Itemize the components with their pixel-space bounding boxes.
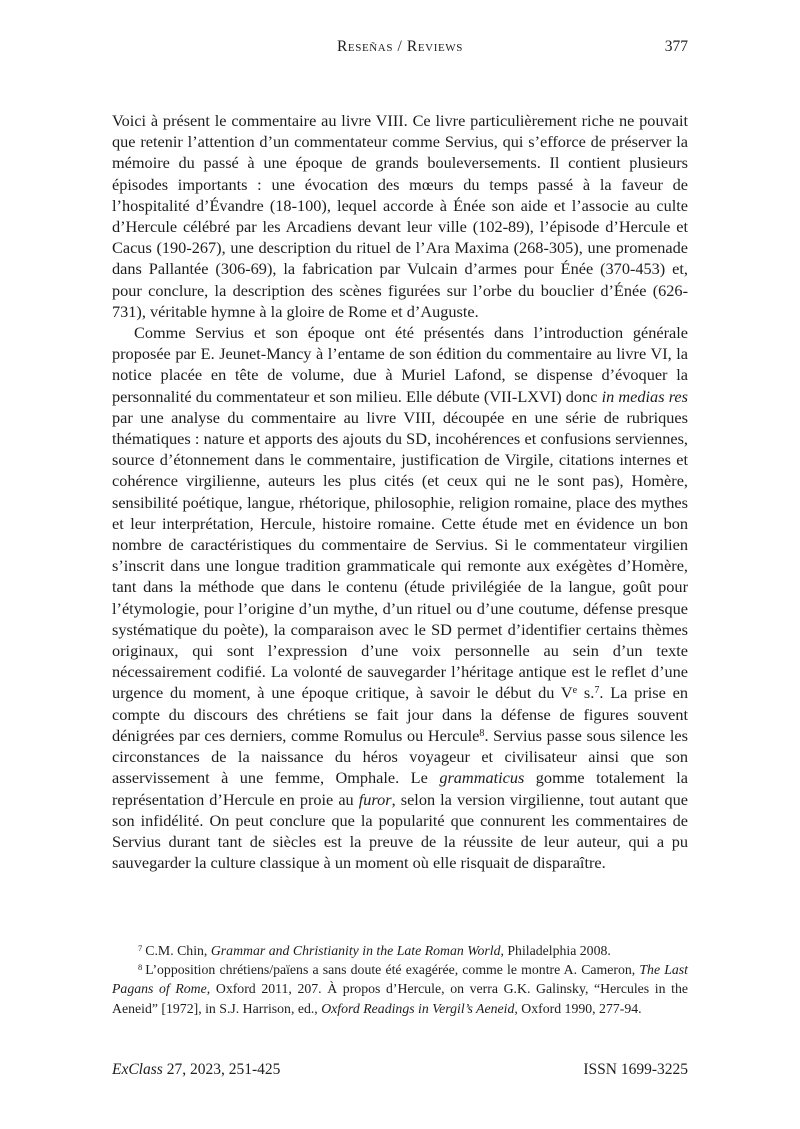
footnote-8: $^8$ L’opposition chrétiens/païens a sans doute été exagérée, comme le montre A. Cameron, The Last Pagans of Rome, Oxford 2011, 207. À propos d’Hercule, on verra G.K. Galinsky, “Hercules in the Aeneid” [1972], in S.J. Harrison, ed., Oxford Readings in Vergil’s Aeneid, Oxford 1990, 277-94. bbox=[112, 961, 688, 1016]
page-footer bbox=[112, 1061, 688, 1079]
issn: ISSN 1699-3225 bbox=[583, 1061, 688, 1078]
paragraph: Comme Servius et son époque ont été présentés dans l’introduction générale proposée par E. Jeunet-Mancy à l’entame de son édition du commentaire au livre VI, la notice placée en tête de volume, due à Muriel Lafond, se dispense d’évoquer la personnalité du commentateur et son milieu. Elle débute (VII-LXVI) donc in medias res par une analyse du commentaire au livre VIII, découpée en une série de rubriques thématiques : nature et apports des ajouts du SD, incohérences et confusions serviennes, source d’étonnement dans le commentaire, justification de Virgile, citations internes et cohérence virgilienne, auteurs les plus cités (et ceux qui ne le sont pas), Homère, sensibilité poétique, langue, rhétorique, philosophie, religion romaine, place des mythes et leur interprétation, Hercule, histoire romaine. Cette étude met en évidence un bon nombre de caractéristiques du commentaire de Servius. Si le commentateur virgilien s’inscrit dans une longue tradition grammaticale qui remonte aux exégètes d’Homère, tant dans la méthode que dans le contenu (étude privilégiée de la langue, goût pour l’étymologie, pour l’origine d’un mythe, d’un rituel ou d’une coutume, défense presque systématique du poète), la comparaison avec le SD permet d’identifier certains thèmes originaux, qui sont l’expression d’une voix personnelle au sein d’un texte nécessairement codifié. La volonté de sauvegarder l’héritage antique est le reflet d’une urgence du moment, à une époque critique, à savoir le début du Ve s.$^7$. La prise en compte du discours des chrétiens se fait jour dans la défense de figures souvent dénigrées par ces derniers, comme Romulus ou Hercule$^8$. Servius passe sous silence les circonstances de la naissance du héros voyageur et civilisateur ainsi que son asservissement à une femme, Omphale. Le grammaticus gomme totalement la représentation d’Hercule en proie au furor, selon la version virgilienne, tout autant que son infidélité. On peut conclure que la popularité que connurent les commentaires de Servius durant tant de siècles est la preuve de la réussite de leur auteur, qui a pu sauvegarder la culture classique à un moment où elle risquait de disparaître. bbox=[112, 323, 689, 873]
page-number: 377 bbox=[664, 38, 688, 55]
running-head-title: Reseñas / Reviews bbox=[336, 38, 464, 55]
footnotes bbox=[112, 941, 688, 1018]
review-body bbox=[112, 110, 688, 873]
journal-citation: ExClass 27, 2023, 251-425 bbox=[112, 1061, 281, 1078]
running-head bbox=[112, 38, 688, 60]
footnote-7: $^7$ C.M. Chin, Grammar and Christianity in the Late Roman World, Philadelphia 2008. bbox=[138, 942, 611, 958]
paragraph: Voici à présent le commentaire au livre VIII. Ce livre particulièrement riche ne pouvait que retenir l’attention d’un commentateur comme Servius, qui s’efforce de préserver la mémoire du passé à une époque de grands bouleversements. Il contient plusieurs épisodes importants : une évocation des mœurs du temps passé à la faveur de l’hospitalité d’Évandre (18-100), lequel accorde à Énée son aide et l’associe au culte d’Hercule célébré par les Arcadiens devant leur ville (102-89), l’épisode d’Hercule et Cacus (190-267), une description du rituel de l’Ara Maxima (268-305), une promenade dans Pallantée (306-69), la fabrication par Vulcain d’armes pour Énée (370-453) et, pour conclure, la description des scènes figurées sur l’orbe du bouclier d’Énée (626-731), véritable hymne à la gloire de Rome et d’Auguste. bbox=[112, 111, 688, 321]
